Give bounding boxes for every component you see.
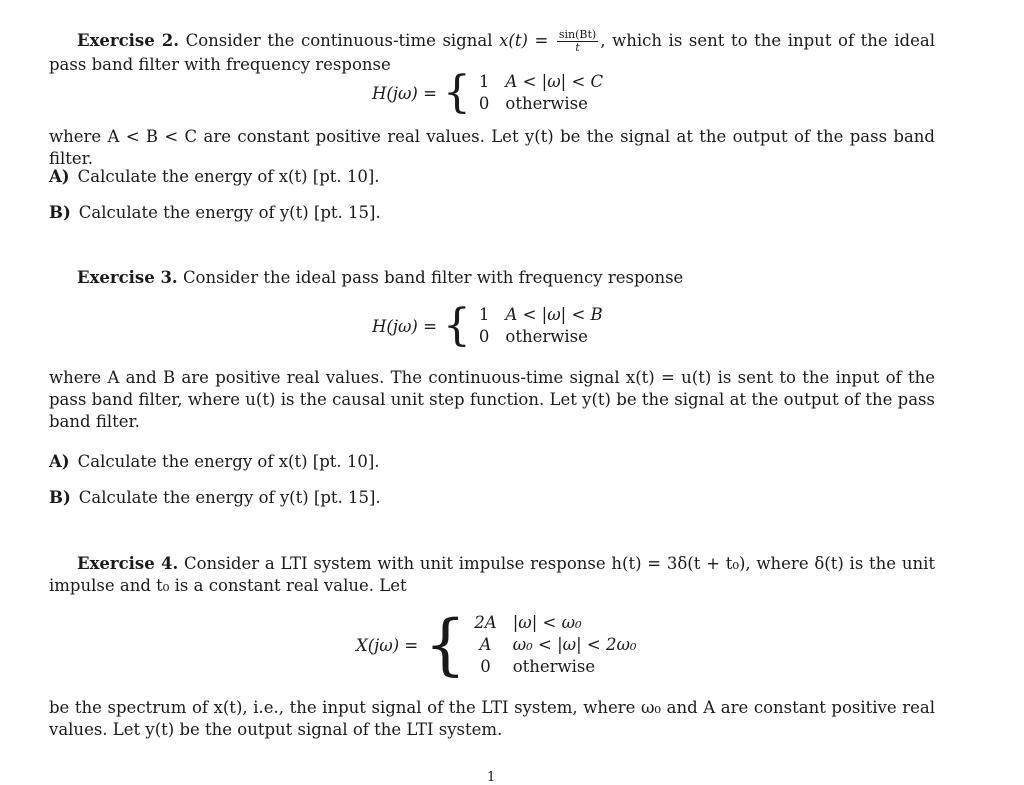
exercise-2-intro: Exercise 2. Consider the continuous-time signal x(t) = $\frac{\sin(Bt)}{t}$ , which is sent to the input of the ideal pass band filter with frequency response: [49, 28, 935, 74]
exercise-2-part-a: A) Calculate the energy of x(t) [pt. 10].: [49, 167, 380, 186]
piecewise-cases: 1 A < |ω| < C 0 otherwise: [478, 72, 604, 113]
exercise-2-heading: Exercise 2.: [77, 31, 180, 50]
page-number: 1: [487, 770, 496, 785]
exercise-4-heading: Exercise 4.: [77, 554, 179, 573]
left-brace: {: [424, 606, 467, 683]
fraction: $\frac{\sin(Bt)}{t}$: [558, 28, 597, 54]
left-brace: {: [442, 300, 471, 351]
exercise-3-where: where A and B are positive real values. The continuous-time signal x(t) = u(t) is sent to the input of the pass band filter, where u(t) is the causal unit step function. Let y(t) be the signal at the output of the pass band filter.: [49, 368, 935, 431]
exercise-3-part-b: B) Calculate the energy of y(t) [pt. 15].: [49, 488, 381, 507]
exercise-4-equation: X(jω) = { 2A |ω| < ω₀ A ω₀ < |ω| < 2ω₀ 0 otherwise: [356, 606, 637, 683]
exercise-4-intro: Exercise 4. Consider a LTI system with unit impulse response h(t) = 3δ(t + t₀), where δ(t) is the unit impulse and t₀ is a constant real value. Let: [49, 554, 935, 595]
piecewise-cases: 1 A < |ω| < B 0 otherwise: [478, 305, 603, 346]
left-brace: {: [442, 67, 471, 118]
exercise-3-part-a: A) Calculate the energy of x(t) [pt. 10].: [49, 452, 380, 471]
exercise-3-intro: Exercise 3. Consider the ideal pass band filter with frequency response: [77, 268, 684, 287]
exercise-2-where: where A < B < C are constant positive real values. Let y(t) be the signal at the output of the pass band filter.: [49, 127, 935, 168]
exercise-4-after: be the spectrum of x(t), i.e., the input signal of the LTI system, where ω₀ and A are constant positive real values. Let y(t) be the output signal of the LTI system.: [49, 698, 935, 739]
exercise-2-equation: H(jω) = { 1 A < |ω| < C 0 otherwise: [372, 67, 604, 118]
exercise-3-heading: Exercise 3.: [77, 268, 178, 287]
exercise-3-equation: H(jω) = { 1 A < |ω| < B 0 otherwise: [372, 300, 603, 351]
exercise-2-part-b: B) Calculate the energy of y(t) [pt. 15].: [49, 203, 381, 222]
piecewise-cases: 2A |ω| < ω₀ A ω₀ < |ω| < 2ω₀ 0 otherwise: [474, 613, 637, 676]
